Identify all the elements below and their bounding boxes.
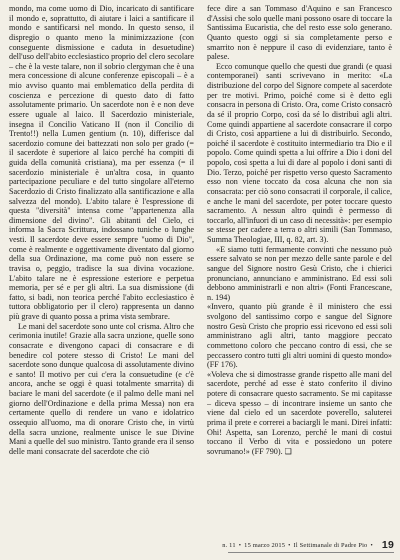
paragraph: fece dire a san Tommaso d'Aquino e san Francesco d'Assisi che solo quelle mani possono osare di toccare la Santissima Eucaristia, che del resto esse solo generano. Quanto questo oggi si sia completamente perso e smarrito non è neppure il caso di evidenziare, tanto è palese. [207,4,392,62]
page-number: 19 [381,539,394,551]
footer-separator: • [238,541,242,549]
issue-date: 15 marzo 2015 [244,541,286,549]
paragraph: mondo, ma come uomo di Dio, incaricato di santificare il mondo e, soprattutto, di aiutare i laici a santificare il mondo e santificarsi nel mondo. In questo senso, il dispregio o quanto meno la minimizzazione (con conseguente dismissione e caduta in desuetudine) dell'uso dell'abito ecclesiastico proprio del clero secolare – che è la veste talare, non il sobrio clergyman che è una mera concessione di alcune conferenze episcopali – è a mio avviso quanto mai emblematico della perdita di coscienza e percezione di questo dato di fatto assolutamente primario. Un sacerdote non è e non deve essere uguale al laico. Il Sacerdozio ministeriale, insegna il Concilio Vaticano II (non il Concilio di Trento!!) nella Lumen gentium (n. 10), differisce dal sacerdozio comune dei battezzati non solo per grado (= il sacerdote è superiore al laico perché ha compiti di guida della comunità cristiana), ma per essenza (= il sacerdozio ministeriale è un'altra cosa, in quanto partecipazione peculiare e del tutto singolare all'eterno Sacerdozio di Cristo finalizzato alla santificazione e alla salvezza del mondo). L'abito talare è l'espressione di questa "diversità" intensa come "appartenenza alla dimensione del divino". Gli abitanti del Cielo, ci informa la Sacra Scrittura, indossano tuniche o lunghe vesti. Il sacerdote deve essere sempre "uomo di Dio", come è realmente e oggettivamente diventato dal giorno della sua Ordinazione, ma come può non essere se travisa o, peggio, tradisce la sua divina vocazione. L'abito talare ne è espressione esteriore e perpetua memoria, per sé e per gli altri. La sua dismissione (di fatto, si badi, non teorica perché l'abito ecclesiastico è tuttora obbligatorio per il clero) rappresenta un danno più grave di quanto possa a prima vista sembrare. [9,4,194,321]
article-body [9,4,392,530]
paragraph: «E siamo tutti fermamente convinti che nessuno può essere salvato se non per mezzo delle sante parole e del sangue del Signore nostro Gesù Cristo, che i chierici pronunciano, annunciano e amministrano. Ed essi soli debbono amministrarli e non altri» (Fonti Francescane, n. 194) [207,244,392,302]
paragraph: Ecco comunque quello che questi due grandi (e quasi contemporanei) santi scrivevano in merito: «La distribuzione del corpo del Signore compete al sacerdote per tre motivi. Primo, poiché come si è detto egli consacra in persona di Cristo. Ora, come Cristo consacrò da sé il proprio Corpo, così da sé lo distribuì agli altri. Come quindi appartiene al sacerdote consacrare il corpo di Cristo, così appartiene a lui di distribuirlo. Secondo, poiché il sacerdote è costituito intermediario tra Dio e il popolo. Come quindi spetta a lui offrire a Dio i doni del popolo, così spetta a lui di dare al popolo i doni santi di Dio. Terzo, poiché per rispetto verso questo Sacramento esso non viene toccato da cosa alcuna che non sia consacrata: per ciò sono consacrati il corporale, il calice, e anche le mani del sacerdote, per poter toccare questo sacramento. A nessun altro quindi è permesso di toccarlo, all'infuori di un caso di necessità»: per esempio se stesse per cadere a terra o altri simili (San Tommaso, Summa Theologiae, III, q. 82, art. 3). [207,61,392,244]
footer-separator: • [288,541,291,549]
left-column [9,4,194,530]
page-footer [0,539,394,551]
issue-number: n. 11 [222,541,236,549]
magazine-title: Il Settimanale di Padre Pio [293,541,368,549]
footer-separator: • [370,541,373,549]
footer-rule [228,552,394,553]
right-column [207,4,392,530]
paragraph: «Voleva che si dimostrasse grande rispetto alle mani del sacerdote, perché ad esse è stato conferito il divino potere di consacrare questo sacramento. Se mi capitasse – diceva spesso – di incontrare insieme un santo che viene dal cielo ed un sacerdote poverello, saluterei prima il prete e correrei a baciargli le mani. Direi infatti: Ohi! Aspetta, san Lorenzo, perché le mani di costui toccano il Verbo di vita e possiedono un potere sovrumano!» (FF 790). ❑ [207,369,392,456]
paragraph: Le mani del sacerdote sono unte col crisma. Altro che cerimonia inutile! Grazie alla sacra unzione, quelle sono consacrate e divengono capaci di consacrare e di benedire col potere stesso di Cristo! Le mani del sacerdote sono dunque qualcosa di assolutamente divino e santo! Il motivo per cui c'era la consuetudine (e c'è ancora, anche se oggi è quasi totalmente smarrita) di baciare le mani del sacerdote (e il palmo delle mani nel giorno dell'Ordinazione e della prima Messa) non era certamente quello di rendere un vano e idolatrico ossequio all'uomo, ma di onorare Cristo che, in virtù della sacra unzione, realmente unisce le sue Divine Mani a quelle del suo ministro. Tanto grande era il senso delle mani consacrate del sacerdote che ciò [9,321,194,456]
paragraph: «Invero, quanto più grande è il ministero che essi svolgono del santissimo corpo e sangue del Signore nostro Gesù Cristo che proprio essi ricevono ed essi soli amministrano agli altri, tanto maggiore peccato commettono coloro che peccano contro di essi, che se peccassero contro tutti gli altri uomini di questo mondo» (FF 176). [207,302,392,370]
